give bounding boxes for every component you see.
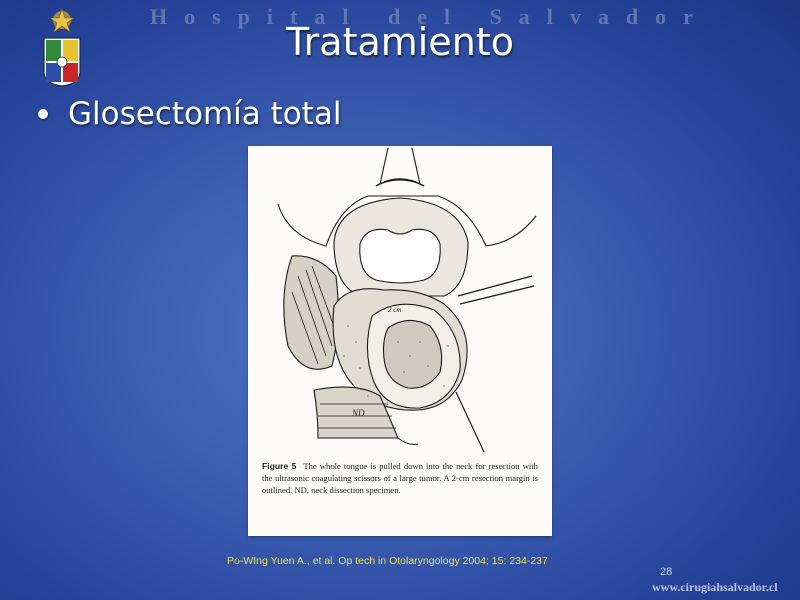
figure-annotation-nd: ND [352,408,365,418]
bullet-item [38,96,342,132]
slide-number: 28 [660,566,673,578]
figure-annotation-cm: 2 cm [388,306,402,314]
figure-label: Figure 5 [262,461,297,471]
figure-caption-text: The whole tongue is pulled down into the neck for resection with the ultrasonic coagulating scissors of a large tumor. A 2-cm resection margin is outlined. ND, neck dissection specimen. [262,461,538,495]
slide-title: Tratamiento [286,20,514,64]
figure-caption [262,460,538,496]
bullet-icon [38,109,48,119]
figure-image [248,146,552,536]
surgical-illustration [248,146,552,456]
reference-citation: Po-WIng Yuen A., et al. Op tech in Otolaryngology 2004; 15: 234-237 [227,555,548,567]
website-url: www.cirugiahsalvador.cl [652,580,778,594]
hospital-banner: Hospital del Salvador [150,4,710,29]
bullet-text: Glosectomía total [68,96,342,132]
